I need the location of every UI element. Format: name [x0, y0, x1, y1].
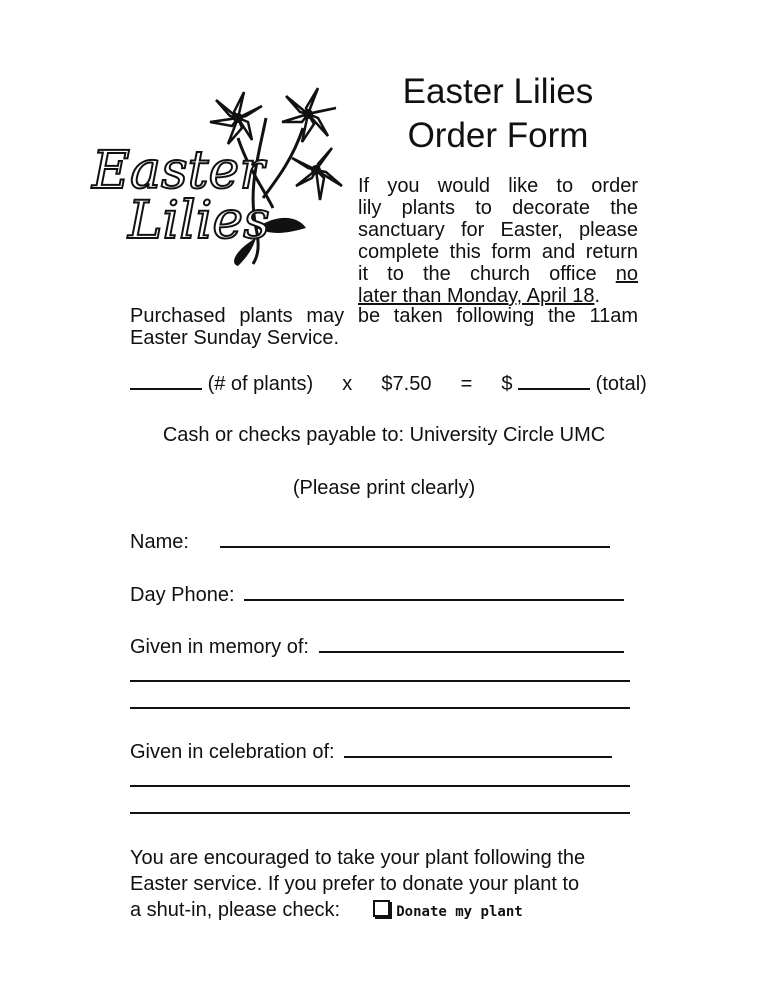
intro-line-4: complete this form and return [358, 241, 638, 263]
memory-row [130, 633, 624, 659]
plant-count-label: (# of plants) [207, 373, 314, 395]
celebration-label: Given in celebration of: [130, 741, 335, 763]
intro-line-2: lily plants to decorate the [358, 197, 638, 219]
intro-paragraph-bottom [130, 305, 638, 349]
total-blank[interactable] [518, 370, 590, 390]
donate-checkbox[interactable] [373, 900, 390, 917]
intro-deadline-date: later than Monday, April 18 [358, 285, 595, 307]
times-sign: x [342, 373, 353, 395]
memory-label: Given in memory of: [130, 636, 309, 658]
intro-line-6-period: . [594, 285, 600, 307]
easter-lilies-logo [88, 78, 354, 268]
intro-line-7: Purchased plants may be taken following the 11am [130, 305, 638, 327]
calculation-row [130, 370, 647, 396]
name-row [130, 528, 610, 554]
phone-row [130, 581, 624, 607]
intro-line-6 [358, 285, 638, 307]
closing-paragraph [130, 845, 585, 925]
print-clearly-note: (Please print clearly) [292, 477, 476, 499]
intro-deadline-no: no [615, 263, 639, 285]
day-phone-label: Day Phone: [130, 584, 235, 606]
donate-checkbox-label: Donate my plant [396, 904, 523, 920]
intro-line-5 [358, 263, 638, 285]
payment-note: Cash or checks payable to: University Circle UMC [162, 424, 606, 446]
day-phone-field[interactable] [244, 581, 624, 601]
celebration-row [130, 738, 612, 764]
intro-line-3: sanctuary for Easter, please [358, 219, 638, 241]
logo-text-easter: Easter [92, 141, 265, 201]
name-field[interactable] [220, 528, 610, 548]
closing-line-3-text: a shut-in, please check: [130, 899, 341, 921]
celebration-field[interactable] [344, 738, 612, 758]
memory-line-2[interactable] [130, 680, 630, 682]
title-line-1: Easter Lilies [402, 72, 594, 111]
plant-count-blank[interactable] [130, 370, 202, 390]
memory-line-3[interactable] [130, 707, 630, 709]
title-line-2: Order Form [407, 116, 589, 155]
closing-line-1: You are encouraged to take your plant following the [130, 847, 586, 869]
currency-sign: $ [501, 373, 513, 395]
intro-line-1: If you would like to order [358, 175, 638, 197]
logo-text-lilies: Lilies [128, 191, 270, 251]
celebration-line-2[interactable] [130, 785, 630, 787]
memory-field[interactable] [319, 633, 624, 653]
total-label: (total) [595, 373, 647, 395]
celebration-line-3[interactable] [130, 812, 630, 814]
unit-price: $7.50 [381, 373, 432, 395]
intro-paragraph-top [358, 175, 638, 307]
closing-line-2: Easter service. If you prefer to donate your plant to [130, 873, 580, 895]
closing-line-3 [130, 897, 585, 925]
page-title [360, 70, 636, 158]
equals-sign: = [460, 373, 473, 395]
name-label: Name: [130, 531, 189, 553]
intro-line-5-text: it to the church office [358, 263, 597, 285]
intro-line-8: Easter Sunday Service. [130, 327, 339, 349]
